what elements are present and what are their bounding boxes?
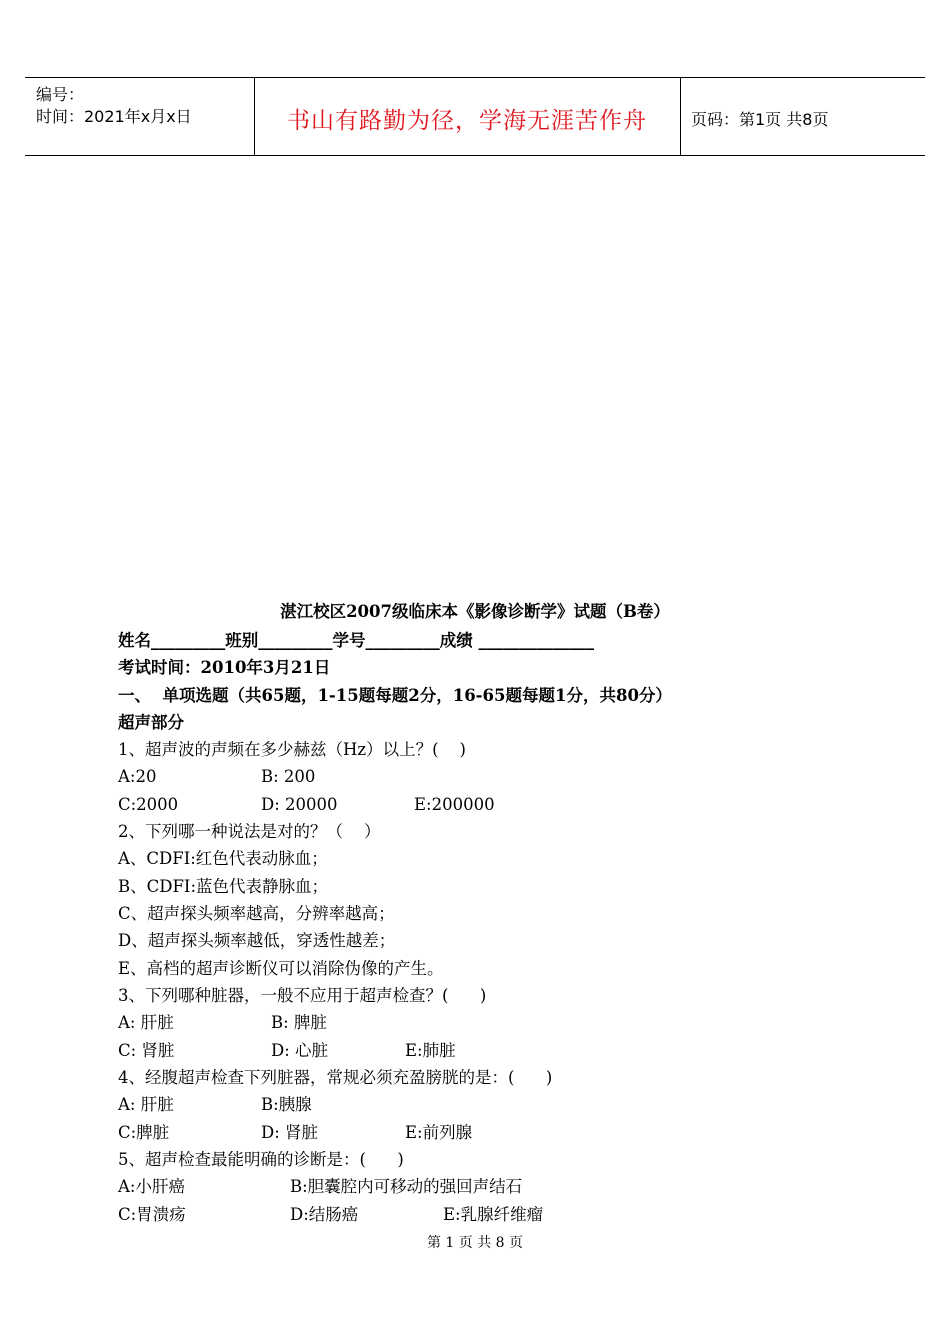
- section-heading: 一、 单项选题（共65题，1-15题每题2分，16-65题每题1分，共80分）: [118, 686, 672, 705]
- question-stem: 4、经腹超声检查下列脏器，常规必须充盈膀胱的是：( ): [118, 1068, 553, 1087]
- question-option: B: 200: [261, 767, 316, 786]
- document-time-label: 时间：2021年x月x日: [36, 107, 192, 126]
- question-option: D:结肠癌: [290, 1205, 359, 1224]
- question-stem: 5、超声检查最能明确的诊断是：( ): [118, 1150, 404, 1169]
- question-option: A:小肝癌: [118, 1177, 185, 1196]
- question-option: B、CDFI:蓝色代表静脉血；: [118, 877, 329, 896]
- question-option: C: 肾脏: [118, 1041, 175, 1060]
- question-option: E:肺脏: [405, 1041, 456, 1060]
- question-option: E:200000: [414, 795, 495, 814]
- question-option: A: 肝脏: [118, 1013, 174, 1032]
- question-option: D: 心脏: [271, 1041, 329, 1060]
- exam-time: 考试时间：2010年3月21日: [118, 658, 331, 677]
- header-middle-cell: [254, 78, 681, 155]
- question-option: E:乳腺纤维瘤: [443, 1205, 544, 1224]
- question-option: B:胰腺: [261, 1095, 312, 1114]
- part-heading: 超声部分: [118, 713, 184, 732]
- question-option: A: 肝脏: [118, 1095, 174, 1114]
- question-option: C:胃溃疡: [118, 1205, 186, 1224]
- header-page-info: 页码：第1页 共8页: [691, 110, 829, 129]
- question-option: E:前列腺: [405, 1123, 473, 1142]
- question-stem: 1、超声波的声频在多少赫兹（Hz）以上？( ): [118, 740, 466, 759]
- question-option: D: 20000: [261, 795, 338, 814]
- question-stem: 3、下列哪种脏器，一般不应用于超声检查？( ): [118, 986, 487, 1005]
- header-motto: 书山有路勤为径，学海无涯苦作舟: [287, 108, 647, 134]
- question-option: C:脾脏: [118, 1123, 170, 1142]
- question-option: C、超声探头频率越高，分辨率越高；: [118, 904, 395, 923]
- question-option: B: 脾脏: [271, 1013, 327, 1032]
- question-option: B:胆囊腔内可移动的强回声结石: [290, 1177, 523, 1196]
- header-left-cell: [25, 78, 255, 155]
- student-info-line: 姓名_________班别_________学号_________成绩 ______________: [118, 631, 594, 650]
- exam-title: 湛江校区2007级临床本《影像诊断学》试题（B卷）: [280, 602, 670, 621]
- header-right-cell: [681, 78, 925, 155]
- question-option: A、CDFI:红色代表动脉血；: [118, 849, 328, 868]
- document-code-label: 编号：: [36, 85, 85, 104]
- page-header: [25, 77, 925, 156]
- page-footer: 第 1 页 共 8 页: [426, 1235, 524, 1251]
- question-option: A:20: [118, 767, 157, 786]
- question-option: D、超声探头频率越低，穿透性越差；: [118, 931, 396, 950]
- question-stem: 2、下列哪一种说法是对的？（ ）: [118, 822, 381, 841]
- question-option: D: 肾脏: [261, 1123, 319, 1142]
- question-option: E、高档的超声诊断仪可以消除伪像的产生。: [118, 959, 444, 978]
- question-option: C:2000: [118, 795, 179, 814]
